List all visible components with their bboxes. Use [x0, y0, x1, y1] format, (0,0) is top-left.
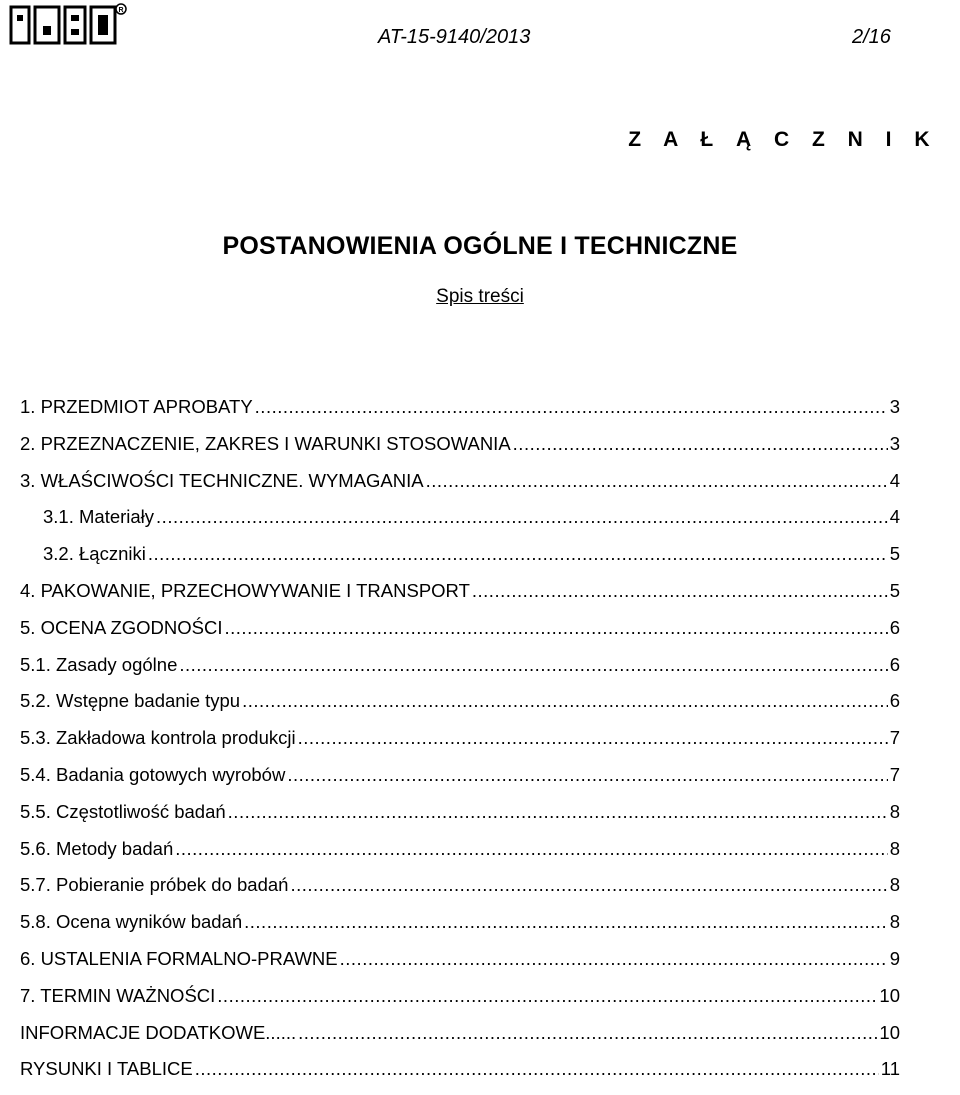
- toc-entry-title: 5.8. Ocena wyników badań: [20, 911, 243, 933]
- toc-entry[interactable]: [20, 690, 900, 727]
- toc-entry-title: 2. PRZEZNACZENIE, ZAKRES I WARUNKI STOSOWANIA: [20, 432, 511, 454]
- dot-leader: [228, 801, 888, 823]
- toc-entry-page: 10: [879, 1021, 900, 1043]
- toc-entry-title: 7. TERMIN WAŻNOŚCI: [20, 984, 216, 1006]
- toc-entry-page: 6: [889, 653, 900, 675]
- toc-entry[interactable]: [20, 985, 900, 1022]
- dot-leader: [513, 433, 888, 455]
- toc-entry[interactable]: [20, 911, 900, 948]
- dot-leader: [287, 764, 887, 786]
- dot-leader: [244, 911, 888, 933]
- toc-entry-title: 5.1. Zasady ogólne: [20, 653, 178, 675]
- toc-entry-page: 6: [889, 690, 900, 712]
- dot-leader: [290, 874, 887, 896]
- toc-entry-title: RYSUNKI I TABLICE: [20, 1058, 193, 1080]
- toc-heading: Spis treści: [436, 286, 524, 307]
- toc-entry-title: 5.2. Wstępne badanie typu: [20, 690, 241, 712]
- toc-entry-title: 6. USTALENIA FORMALNO-PRAWNE: [20, 947, 338, 969]
- dot-leader: [225, 617, 888, 639]
- itb-logo-icon: [8, 2, 128, 46]
- toc-entry[interactable]: [20, 654, 900, 691]
- dot-leader: [472, 580, 888, 602]
- toc-entry-title: 5. OCENA ZGODNOŚCI: [20, 616, 223, 638]
- toc-entry[interactable]: [20, 838, 900, 875]
- toc-entry[interactable]: [20, 874, 900, 911]
- toc-entry-page: 4: [889, 469, 900, 491]
- toc-entry[interactable]: [20, 727, 900, 764]
- toc-entry-page: 6: [889, 616, 900, 638]
- toc-entry-title: 5.5. Częstotliwość badań: [20, 800, 226, 822]
- toc-entry[interactable]: [20, 764, 900, 801]
- toc-entry[interactable]: [20, 506, 900, 543]
- toc-entry-page: 5: [889, 579, 900, 601]
- toc-entry-title: 5.7. Pobieranie próbek do badań: [20, 874, 289, 896]
- page-number: 2/16: [852, 26, 891, 48]
- table-of-contents: [20, 396, 900, 1095]
- toc-entry-title: 5.3. Zakładowa kontrola produkcji: [20, 727, 296, 749]
- toc-entry[interactable]: [20, 470, 900, 507]
- toc-entry-title: 3. WŁAŚCIWOŚCI TECHNICZNE. WYMAGANIA: [20, 469, 424, 491]
- document-number: AT-15-9140/2013: [378, 26, 531, 48]
- toc-entry-page: 8: [889, 874, 900, 896]
- toc-entry[interactable]: [20, 396, 900, 433]
- toc-entry-page: 10: [879, 984, 900, 1006]
- toc-entry-page: 8: [889, 800, 900, 822]
- toc-entry[interactable]: [20, 580, 900, 617]
- toc-entry-page: 7: [889, 727, 900, 749]
- dot-leader: [195, 1058, 879, 1080]
- dot-leader: [298, 1022, 877, 1044]
- toc-entry-title: 3.1. Materiały: [43, 506, 155, 528]
- dot-leader: [179, 654, 887, 676]
- toc-entry-title: 5.6. Metody badań: [20, 837, 174, 859]
- dot-leader: [255, 396, 888, 418]
- toc-entry-title: INFORMACJE DODATKOWE......: [20, 1021, 297, 1043]
- toc-entry-title: 1. PRZEDMIOT APROBATY: [20, 396, 253, 417]
- toc-entry-page: 11: [880, 1058, 900, 1080]
- dot-leader: [426, 470, 888, 492]
- toc-entry[interactable]: [20, 543, 900, 580]
- toc-entry-page: 8: [889, 911, 900, 933]
- dot-leader: [242, 690, 888, 712]
- toc-entry-page: 7: [889, 763, 900, 785]
- toc-entry[interactable]: [20, 433, 900, 470]
- dot-leader: [217, 985, 877, 1007]
- dot-leader: [298, 727, 888, 749]
- toc-entry[interactable]: [20, 948, 900, 985]
- dot-leader: [175, 838, 887, 860]
- toc-entry-title: 5.4. Badania gotowych wyrobów: [20, 763, 286, 785]
- dot-leader: [340, 948, 888, 970]
- toc-entry-page: 3: [889, 396, 900, 417]
- toc-entry-page: 4: [889, 506, 900, 528]
- svg-text:R: R: [118, 7, 124, 14]
- annex-label: Z A Ł Ą C Z N I K: [628, 128, 938, 151]
- toc-entry-title: 4. PAKOWANIE, PRZECHOWYWANIE I TRANSPORT: [20, 579, 470, 601]
- toc-entry[interactable]: [20, 801, 900, 838]
- toc-entry-page: 5: [889, 543, 900, 565]
- toc-entry[interactable]: [20, 617, 900, 654]
- dot-leader: [156, 506, 888, 528]
- toc-entry[interactable]: [20, 1058, 900, 1095]
- toc-entry-page: 9: [889, 947, 900, 969]
- toc-entry-page: 3: [889, 432, 900, 454]
- toc-entry[interactable]: [20, 1022, 900, 1059]
- toc-entry-page: 8: [889, 837, 900, 859]
- page-title: POSTANOWIENIA OGÓLNE I TECHNICZNE: [222, 232, 738, 260]
- dot-leader: [148, 543, 888, 565]
- toc-entry-title: 3.2. Łączniki: [43, 543, 146, 565]
